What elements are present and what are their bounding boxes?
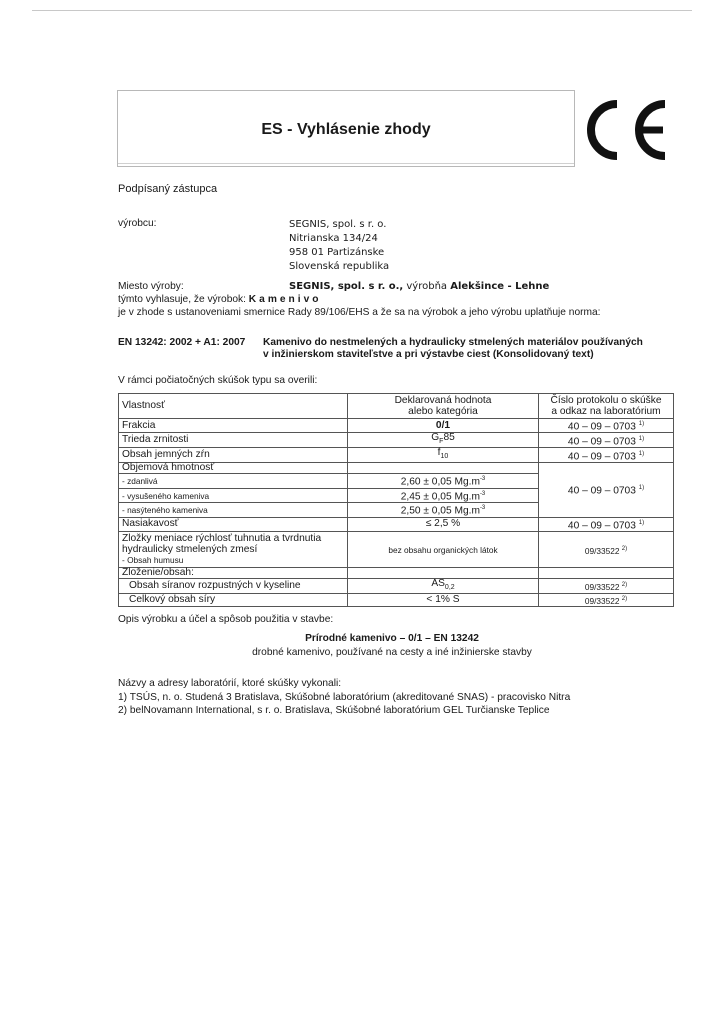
signatory-label: Podpísaný zástupca: [118, 183, 218, 195]
header-declared-line: Deklarovaná hodnota: [394, 395, 492, 406]
cell-protocol: [539, 532, 674, 568]
protocol-number: 40 – 09 – 0703: [567, 436, 636, 448]
table-row: [119, 579, 674, 594]
page-top-rule: [32, 10, 692, 11]
manufacturer-line: SEGNIS, spol. s r. o.: [289, 219, 387, 230]
header-protocol-line: a odkaz na laboratórium: [551, 406, 661, 417]
protocol-note: 1): [638, 450, 645, 457]
protocol-number: 40 – 09 – 0703: [567, 451, 636, 463]
protocol-number: 40 – 09 – 0703: [567, 520, 636, 532]
lab-1: 1) TSÚS, n. o. Studená 3 Bratislava, Skúšobné laboratórium (akreditované SNAS) - pracovisko Nitra: [118, 692, 571, 703]
cell-value: ≤ 2,5 %: [348, 517, 539, 531]
protocol-note: 1): [638, 435, 645, 442]
header-declared: [348, 394, 539, 419]
protocol-note: 2): [621, 545, 628, 552]
header-protocol-line: Číslo protokolu o skúške: [550, 395, 662, 406]
header-property: Vlastnosť: [119, 394, 348, 419]
table-row: [119, 419, 674, 433]
protocol-note: 2): [621, 596, 628, 603]
manufacturer-line: Nitrianska 134/24: [289, 233, 378, 244]
usage-description: drobné kamenivo, používané na cesty a iné inžinierske stavby: [252, 647, 532, 658]
cell-protocol: [539, 579, 674, 594]
value-sub: F: [439, 438, 444, 446]
ce-logo-icon: [581, 98, 669, 162]
components-line: hydraulicky stmelených zmesí: [122, 544, 258, 556]
protocol-number: 40 – 09 – 0703: [567, 421, 636, 433]
cell-value: [348, 474, 539, 488]
declaration-line: [118, 294, 322, 305]
cell-value: [348, 448, 539, 463]
protocol-note: 1): [638, 519, 645, 526]
table-row: [119, 433, 674, 448]
properties-table: [118, 393, 674, 607]
cell-value-empty: [348, 568, 539, 579]
value-sub: 10: [440, 453, 449, 461]
cell-protocol: [539, 433, 674, 448]
cell-property: [119, 532, 348, 568]
cell-property: Obsah síranov rozpustných v kyseline: [119, 579, 348, 594]
table-row: [119, 517, 674, 531]
table-row: [119, 448, 674, 463]
value-main: G: [431, 432, 440, 444]
protocol-note: 1): [638, 421, 645, 427]
cell-property: - zdanlivá: [119, 474, 348, 488]
cell-value: [348, 503, 539, 517]
labs-intro: Názvy a adresy laboratórií, ktoré skúšky vykonali:: [118, 678, 342, 689]
norm-title-line: v inžinierskom staviteľstve a pri výstavbe ciest (Konsolidovaný text): [263, 349, 594, 360]
cell-property: Zloženie/obsah:: [119, 568, 348, 579]
protocol-note: 2): [621, 582, 628, 589]
value-main: 2,50 ± 0,05 Mg.m: [400, 505, 480, 517]
protocol-number: 09/33522: [584, 595, 620, 606]
cell-value: < 1% S: [348, 594, 539, 607]
cell-property: Celkový obsah síry: [119, 594, 348, 607]
header-box: [117, 90, 575, 167]
cell-protocol: [539, 517, 674, 531]
header-declared-line: alebo kategória: [408, 406, 478, 417]
cell-value: [348, 433, 539, 448]
components-line: - Obsah humusu: [122, 555, 184, 566]
usage-intro: Opis výrobku a účel a spôsob použitia v stavbe:: [118, 614, 334, 625]
tests-intro: V rámci počiatočných skúšok typu sa overili:: [118, 375, 318, 386]
production-place-label: Miesto výroby:: [118, 281, 184, 292]
cell-protocol: [539, 419, 674, 433]
cell-property: Objemová hmotnosť: [119, 463, 348, 474]
manufacturer-label: výrobcu:: [118, 218, 157, 229]
norm-title: [263, 337, 643, 361]
value-main: 2,45 ± 0,05 Mg.m: [400, 491, 480, 503]
cell-protocol: [539, 463, 674, 517]
cell-value: [348, 488, 539, 502]
production-company: SEGNIS, spol. s r. o.,: [289, 281, 404, 292]
table-row: [119, 532, 674, 568]
header-protocol: [539, 394, 674, 419]
compliance-statement: je v zhode s ustanoveniami smernice Rady 89/106/EHS a že sa na výrobok a jeho výrobu uplatňuje norma:: [118, 307, 601, 318]
declaration-prefix: týmto vyhlasuje, že výrobok:: [118, 294, 249, 305]
production-plant-prefix: výrobňa: [403, 281, 451, 292]
value-main: f: [437, 447, 441, 459]
product-name: Kamenivo: [248, 294, 322, 305]
cell-protocol-empty: [539, 568, 674, 579]
norm-title-line: Kamenivo do nestmelených a hydraulicky stmelených materiálov používaných: [263, 337, 643, 348]
cell-value: [348, 579, 539, 594]
protocol-number: 40 – 09 – 0703: [567, 485, 636, 497]
document-title: ES - Vyhlásenie zhody: [261, 121, 431, 138]
norm-code: EN 13242: 2002 + A1: 2007: [118, 337, 246, 348]
production-place: [289, 281, 549, 292]
value-rest: 85: [443, 432, 455, 444]
cell-property: - vysušeného kameniva: [119, 488, 348, 502]
cell-protocol: [539, 594, 674, 607]
cell-value: bez obsahu organických látok: [348, 532, 539, 568]
protocol-number: 09/33522: [584, 545, 620, 556]
protocol-number: 09/33522: [584, 581, 620, 592]
value-main: AS: [431, 578, 445, 590]
table-row: [119, 463, 674, 474]
table-row: [119, 568, 674, 579]
usage-product: Prírodné kamenivo – 0/1 – EN 13242: [305, 633, 479, 644]
cell-property: Frakcia: [119, 419, 348, 433]
cell-value-empty: [348, 463, 539, 474]
cell-protocol: [539, 448, 674, 463]
cell-value: 0/1: [348, 419, 539, 433]
manufacturer-line: Slovenská republika: [289, 261, 390, 272]
cell-property: Obsah jemných zŕn: [119, 448, 348, 463]
production-plant-name: Alekšince - Lehne: [450, 281, 550, 292]
value-exponent: -3: [479, 476, 486, 483]
cell-property: Trieda zrnitosti: [119, 433, 348, 448]
protocol-note: 1): [638, 485, 645, 492]
value-sub: 0,2: [444, 584, 455, 592]
cell-property: Nasiakavosť: [119, 517, 348, 531]
value-exponent: -3: [479, 490, 486, 497]
table-header-row: [119, 394, 674, 419]
manufacturer-line: 958 01 Partizánske: [289, 247, 385, 258]
value-main: 2,60 ± 0,05 Mg.m: [400, 476, 480, 488]
manufacturer-address: [289, 218, 389, 274]
lab-2: 2) belNovamann International, s r. o. Bratislava, Skúšobné laboratórium GEL Turčianske Teplice: [118, 705, 550, 716]
value-exponent: -3: [479, 505, 486, 512]
cell-property: - nasýteného kameniva: [119, 503, 348, 517]
ce-mark: [574, 90, 673, 165]
components-line: Zložky meniace rýchlosť tuhnutia a tvrdnutia: [122, 533, 322, 545]
table-row: [119, 594, 674, 607]
